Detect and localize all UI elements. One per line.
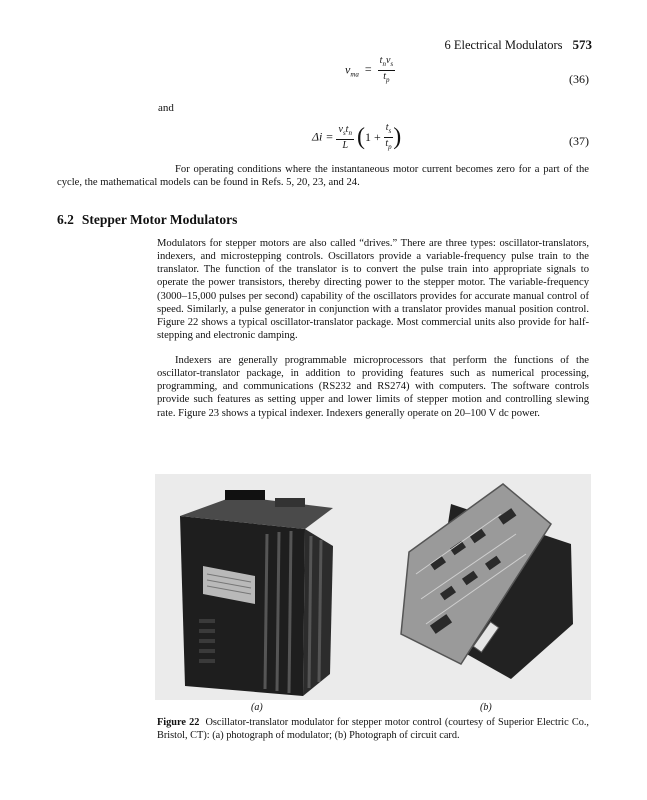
section-title: Stepper Motor Modulators [81,212,238,227]
figure-22 [155,474,591,700]
page-number: 573 [572,37,592,52]
equation-37-number: (37) [569,134,589,148]
figure-caption [157,716,589,742]
figure-label-b: (b) [480,702,492,713]
chapter-title: 6 Electrical Modulators [444,38,563,52]
paragraph-operating-conditions: For operating conditions where the instantaneous motor current becomes zero for a part of the cycle, the mathematical models can be found in Refs. 5, 20, 23, and 24. [57,164,589,189]
section-heading [57,212,237,228]
section-number: 6.2 [57,212,74,227]
figure-label-a: (a) [251,702,263,713]
modulator-photo [155,474,355,700]
circuit-card-photo [391,474,591,700]
running-header [160,37,592,53]
and-text: and [158,102,174,114]
equation-37-inner-fraction: $\frac{t_s}{t_p}$ [385,122,392,151]
figure-caption-label: Figure 22 [157,717,200,728]
equation-36-fraction: $\frac{t_nv_s}{t_p}$ [379,55,394,84]
equation-36-number: (36) [569,72,589,86]
paragraph-modulators: Modulators for stepper motors are also called “drives.” There are three types: oscillator-translators, indexers, and microstepping controls. Oscillators provide a variable-frequency pulse train to the translator. The function of the translator is to convert the pulse train into appropriate signals to operate the power transistors, thereby directing power to the stepper motor. The variable-frequency (3000–15,000 pulses per second) capability of the oscillators provides for accurate manual control of speed. Similarly, a pulse generator in conjunction with a translator provides manual position control. Figure 22 shows a typical oscillator-translator package. Most commercial units also provide for half-stepping and electronic damping. [157,238,589,342]
figure-caption-text: Oscillator-translator modulator for stepper motor control (courtesy of Superior Electric Co., Bristol, CT): (a) photograph of modulator; (b) Photograph of circuit card. [157,717,589,741]
paragraph-indexers: Indexers are generally programmable microprocessors that perform the functions of the oscillator-translator package, in addition to providing features such as numerical processing, programming, and communications (RS232 and RS274) with computers. The software controls provide such features as setting upper and lower limits of stepper motion and controlling slewing rate. Figure 23 shows a typical indexer. Indexers generally operate on 20–100 V dc power. [157,355,589,419]
equation-36: $v_{ma}$ = $\frac{t_nv_s}{t_p}$ [345,55,394,84]
equation-37-fraction: $\frac{v_st_n}{L}$ [338,123,352,151]
equation-37: Δi = $\frac{v_st_n}{L}$ (1 + $\frac{t_s}{t_p}$ ) [312,122,402,151]
